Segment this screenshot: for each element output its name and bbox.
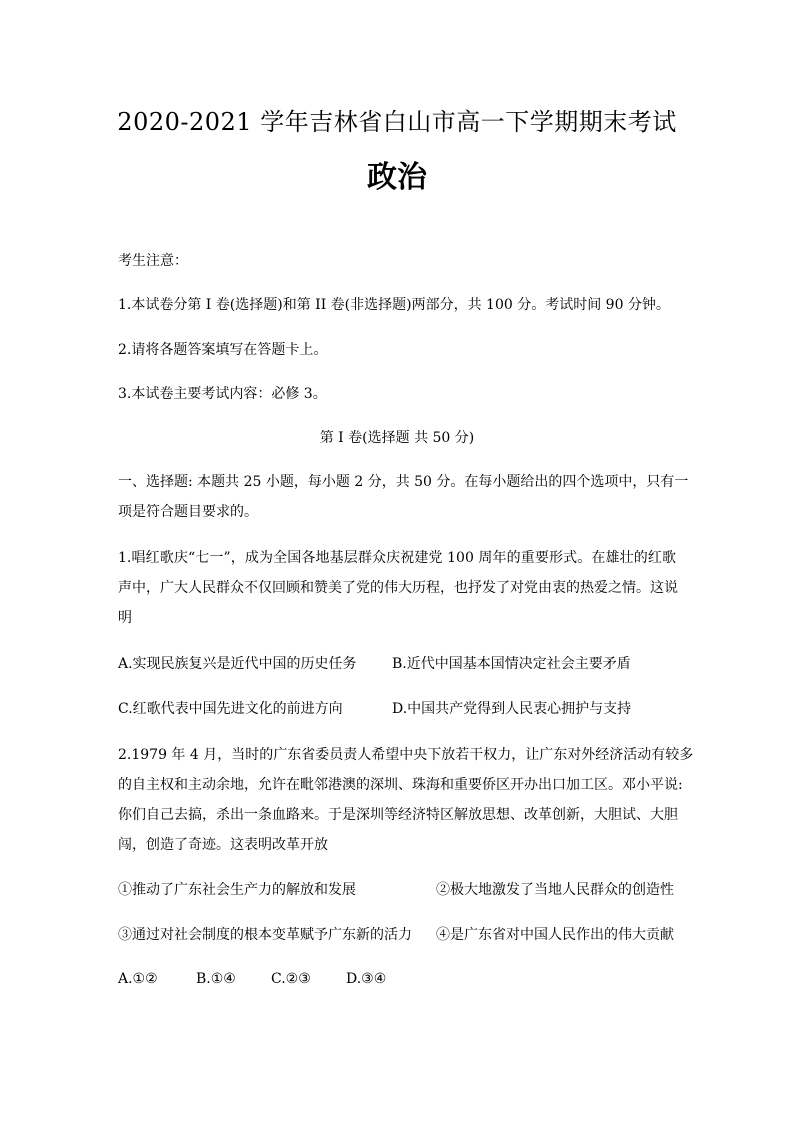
question-stem-line: 明 <box>118 610 132 626</box>
question-stem-line: 1.唱红歌庆“七一”，成为全国各地基层群众庆祝建党 100 周年的重要形式。在雄壮的红歌 <box>118 550 676 566</box>
part1-header: 第 I 卷(选择题 共 50 分) <box>319 430 475 446</box>
question-stem-line: 的自主权和主动余地，允许在毗邻港澳的深圳、珠海和重要侨区开办出口加工区。邓小平说: <box>118 777 683 793</box>
notice-item-3: 3.本试卷主要考试内容：必修 3。 <box>118 386 327 402</box>
question-1-options-row-2 <box>118 699 678 719</box>
subject-title: 政治 <box>367 160 427 195</box>
notice-item-2: 2.请将各题答案填写在答题卡上。 <box>118 342 328 358</box>
option-a: A.实现民族复兴是近代中国的历史任务 <box>118 656 357 672</box>
statement-2: ②极大地激发了当地人民群众的创造性 <box>436 882 674 898</box>
option-d: D.中国共产党得到人民衷心拥护与支持 <box>392 701 632 717</box>
option-b: B.近代中国基本国情决定社会主要矛盾 <box>392 656 631 672</box>
notice-heading: 考生注意： <box>118 253 188 269</box>
question-stem-line: 你们自己去搞，杀出一条血路来。于是深圳等经济特区解放思想、改革创新，大胆试、大胆 <box>118 807 678 823</box>
question-1-options-row-1 <box>118 654 678 674</box>
question-stem-line: 2.1979 年 4 月，当时的广东省委员责人希望中央下放若干权力，让广东对外经济活动有较多 <box>118 747 694 763</box>
question-1-stem <box>118 543 676 633</box>
question-2-stem <box>118 740 694 860</box>
question-2-statements-row-1 <box>118 880 678 900</box>
option-c: C.②③ <box>271 971 311 987</box>
question-2-options <box>118 969 418 989</box>
notice-item-1: 1.本试卷分第 I 卷(选择题)和第 II 卷(非选择题)两部分，共 100 分。考试时间 90 分钟。 <box>118 297 670 313</box>
option-c: C.红歌代表中国先进文化的前进方向 <box>118 701 343 717</box>
option-a: A.①② <box>118 971 158 987</box>
instructions-line: 一、选择题: 本题共 25 小题，每小题 2 分，共 50 分。在每小题给出的四个选项中，只有一 <box>118 474 689 490</box>
option-b: B.①④ <box>196 971 236 987</box>
statement-4: ④是广东省对中国人民作出的伟大贡献 <box>436 927 674 943</box>
question-2-statements-row-2 <box>118 925 678 945</box>
statement-3: ③通过对社会制度的根本变革赋予广东新的活力 <box>118 927 412 943</box>
question-stem-line: 声中，广大人民群众不仅回顾和赞美了党的伟大历程，也抒发了对党由衷的热爱之情。这说 <box>118 580 678 596</box>
statement-1: ①推动了广东社会生产力的解放和发展 <box>118 882 356 898</box>
question-stem-line: 闯，创造了奇迹。这表明改革开放 <box>118 837 328 853</box>
option-d: D.③④ <box>346 971 387 987</box>
instructions-line: 项是符合题目要求的。 <box>118 504 258 520</box>
part1-instructions <box>118 467 689 527</box>
exam-title: 2020-2021 学年吉林省白山市高一下学期期末考试 <box>117 108 677 136</box>
